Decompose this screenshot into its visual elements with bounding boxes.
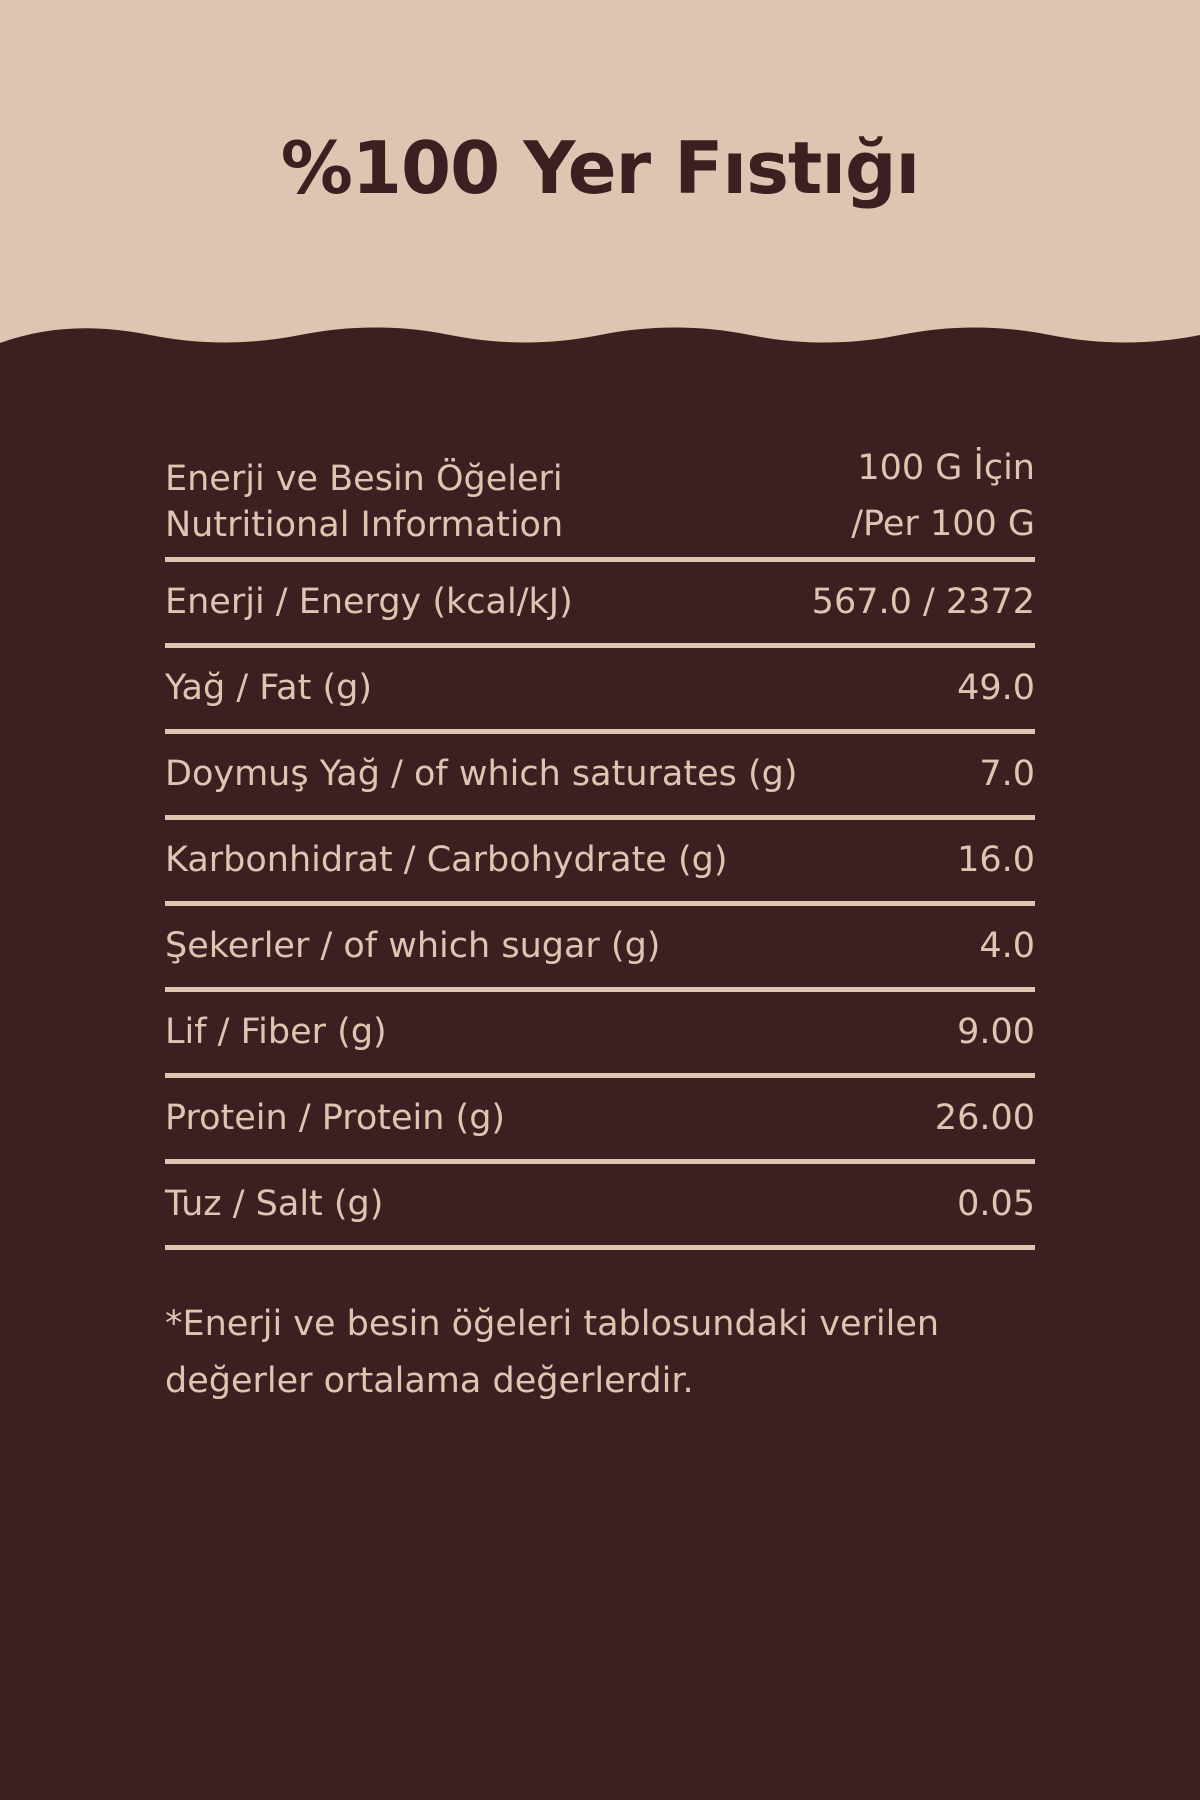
row-label: Karbonhidrat / Carbohydrate (g) (165, 840, 728, 880)
row-value: 4.0 (979, 926, 1035, 966)
header-value (851, 440, 1035, 552)
row-label: Şekerler / of which sugar (g) (165, 926, 661, 966)
row-label: Doymuş Yağ / of which saturates (g) (165, 754, 798, 794)
row-carbohydrate (165, 820, 1035, 906)
row-value: 9.00 (957, 1012, 1035, 1052)
table-header (165, 440, 1035, 562)
row-value: 567.0 / 2372 (811, 582, 1035, 622)
header-value-en: /Per 100 G (851, 504, 1035, 544)
row-energy (165, 562, 1035, 648)
row-fat (165, 648, 1035, 734)
row-label: Lif / Fiber (g) (165, 1012, 387, 1052)
row-label: Tuz / Salt (g) (165, 1184, 384, 1224)
footnote-line-1: *Enerji ve besin öğeleri tablosundaki verilen (165, 1304, 940, 1344)
row-sugar (165, 906, 1035, 992)
row-value: 49.0 (957, 668, 1035, 708)
nutrition-table (165, 440, 1035, 1250)
row-salt (165, 1164, 1035, 1250)
wave-divider (0, 325, 1200, 365)
row-saturates (165, 734, 1035, 820)
header-label-tr: Enerji ve Besin Öğeleri (165, 459, 563, 499)
row-value: 0.05 (957, 1184, 1035, 1224)
row-label: Enerji / Energy (kcal/kJ) (165, 582, 573, 622)
header-value-tr: 100 G İçin (857, 448, 1035, 488)
row-value: 16.0 (957, 840, 1035, 880)
page-title: %100 Yer Fıstığı (280, 126, 920, 210)
footnote (165, 1296, 1035, 1410)
row-protein (165, 1078, 1035, 1164)
header-label-en: Nutritional Information (165, 505, 564, 545)
footnote-line-2: değerler ortalama değerlerdir. (165, 1361, 694, 1401)
header-label (165, 456, 563, 548)
row-label: Protein / Protein (g) (165, 1098, 506, 1138)
row-value: 26.00 (934, 1098, 1035, 1138)
row-label: Yağ / Fat (g) (165, 668, 373, 708)
row-fiber (165, 992, 1035, 1078)
row-value: 7.0 (979, 754, 1035, 794)
